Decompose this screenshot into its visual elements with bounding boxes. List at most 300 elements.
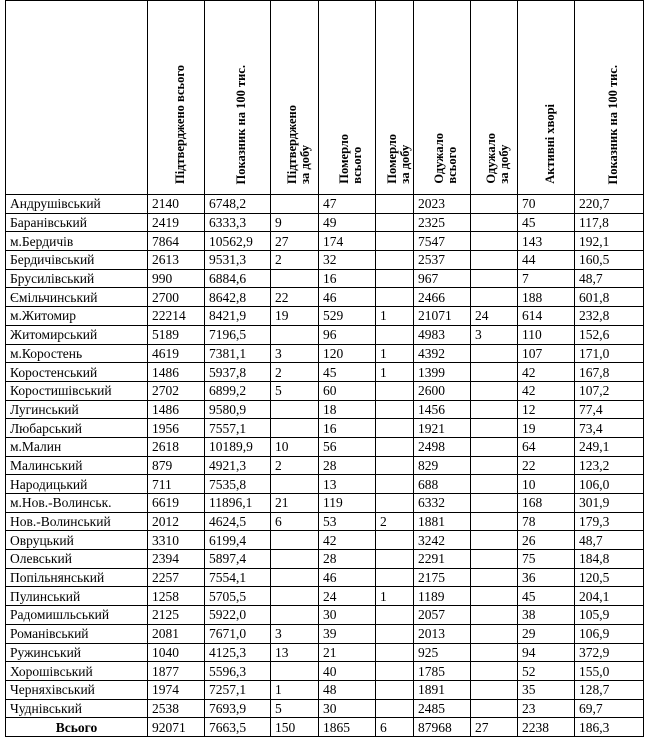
district-name-cell: Радомишльський [6,606,148,625]
column-header-3 [271,1,319,195]
value-cell: 10562,9 [205,232,271,251]
district-name-cell: Брусилівський [6,269,148,288]
value-cell: 7196,5 [205,325,271,344]
value-cell: 7671,0 [205,624,271,643]
value-cell: 22214 [148,307,205,326]
value-cell: 2081 [148,624,205,643]
value-cell [376,662,414,681]
table-body [6,195,644,737]
value-cell: 110 [518,325,575,344]
district-name-cell: м.Житомир [6,307,148,326]
table-row [6,307,644,326]
district-name-cell: Любарський [6,419,148,438]
table-row [6,419,644,438]
value-cell: 249,1 [575,437,644,456]
value-cell: 22 [271,288,319,307]
value-cell: 2023 [414,195,471,214]
value-cell: 2702 [148,381,205,400]
value-cell: 11896,1 [205,494,271,513]
value-cell [271,475,319,494]
value-cell: 8642,8 [205,288,271,307]
value-cell: 56 [319,437,376,456]
value-cell: 21 [319,643,376,662]
value-cell: 30 [319,699,376,718]
value-cell: 120 [319,344,376,363]
value-cell: 60 [319,381,376,400]
value-cell [471,624,518,643]
value-cell: 12 [518,400,575,419]
column-header-2 [205,1,271,195]
column-header-6 [414,1,471,195]
value-cell: 4921,3 [205,456,271,475]
value-cell: 184,8 [575,550,644,569]
value-cell: 4125,3 [205,643,271,662]
value-cell: 10189,9 [205,437,271,456]
table-row [6,195,644,214]
column-header-label: Померло за добу [384,134,412,184]
value-cell [376,400,414,419]
value-cell: 2 [271,363,319,382]
value-cell [471,680,518,699]
value-cell: 1456 [414,400,471,419]
value-cell: 48,7 [575,531,644,550]
value-cell: 10 [271,437,319,456]
district-name-cell: Ємільчинський [6,288,148,307]
column-header-label: Підтверджено за добу [284,105,312,184]
value-cell: 1974 [148,680,205,699]
value-cell: 1258 [148,587,205,606]
column-header-label: Одужало всього [432,133,459,184]
table-row [6,699,644,718]
value-cell: 26 [518,531,575,550]
value-cell: 42 [518,381,575,400]
value-cell [471,344,518,363]
column-header-label: Одужало за добу [484,133,511,184]
value-cell: 1 [376,307,414,326]
table-row [6,606,644,625]
value-cell: 75 [518,550,575,569]
value-cell: 107,2 [575,381,644,400]
value-cell: 2537 [414,251,471,270]
value-cell: 1921 [414,419,471,438]
value-cell [471,269,518,288]
value-cell [376,269,414,288]
value-cell [471,568,518,587]
value-cell: 45 [518,213,575,232]
value-cell: 6199,4 [205,531,271,550]
value-cell: 601,8 [575,288,644,307]
value-cell: 32 [319,251,376,270]
covid-stats-table [5,0,644,737]
value-cell: 2125 [148,606,205,625]
value-cell: 1 [271,680,319,699]
value-cell: 105,9 [575,606,644,625]
value-cell: 8421,9 [205,307,271,326]
value-cell: 1891 [414,680,471,699]
value-cell: 1189 [414,587,471,606]
table-row [6,232,644,251]
value-cell: 2498 [414,437,471,456]
value-cell: 47 [319,195,376,214]
value-cell: 301,9 [575,494,644,513]
value-cell: 6333,3 [205,213,271,232]
value-cell: 78 [518,512,575,531]
value-cell [376,232,414,251]
value-cell: 29 [518,624,575,643]
value-cell: 168 [518,494,575,513]
value-cell: 49 [319,213,376,232]
district-name-cell: Баранівський [6,213,148,232]
value-cell: 2600 [414,381,471,400]
value-cell: 2140 [148,195,205,214]
value-cell: 106,0 [575,475,644,494]
district-name-cell: Олевський [6,550,148,569]
value-cell: 77,4 [575,400,644,419]
value-cell: 28 [319,550,376,569]
value-cell: 4624,5 [205,512,271,531]
value-cell: 106,9 [575,624,644,643]
value-cell: 117,8 [575,213,644,232]
value-cell: 13 [271,643,319,662]
column-header-1 [148,1,205,195]
value-cell [376,419,414,438]
value-cell: 5937,8 [205,363,271,382]
value-cell: 4392 [414,344,471,363]
value-cell: 171,0 [575,344,644,363]
value-cell: 6619 [148,494,205,513]
value-cell: 152,6 [575,325,644,344]
value-cell: 5189 [148,325,205,344]
value-cell: 2013 [414,624,471,643]
value-cell: 7535,8 [205,475,271,494]
value-cell: 27 [471,718,518,737]
district-name-cell: Попільнянський [6,568,148,587]
value-cell: 9 [271,213,319,232]
value-cell: 1865 [319,718,376,737]
table-row [6,325,644,344]
value-cell: 10 [518,475,575,494]
value-cell [471,251,518,270]
value-cell: 45 [518,587,575,606]
value-cell [271,606,319,625]
value-cell: 2394 [148,550,205,569]
value-cell [376,456,414,475]
value-cell: 42 [319,531,376,550]
value-cell [271,662,319,681]
value-cell [376,381,414,400]
value-cell [471,699,518,718]
value-cell [471,456,518,475]
value-cell [471,363,518,382]
value-cell: 70 [518,195,575,214]
value-cell [271,400,319,419]
value-cell: 372,9 [575,643,644,662]
value-cell: 167,8 [575,363,644,382]
column-header-label: Показник на 100 тис. [234,64,248,184]
value-cell [376,475,414,494]
value-cell: 204,1 [575,587,644,606]
column-header-8 [518,1,575,195]
district-name-cell: м.Нов.-Волинськ. [6,494,148,513]
value-cell: 990 [148,269,205,288]
value-cell: 16 [319,419,376,438]
table-row [6,512,644,531]
table-row [6,213,644,232]
value-cell: 4983 [414,325,471,344]
district-name-cell: Нов.-Волинський [6,512,148,531]
column-header-0 [6,1,148,195]
value-cell: 2419 [148,213,205,232]
column-header-9 [575,1,644,195]
value-cell: 688 [414,475,471,494]
value-cell [376,195,414,214]
value-cell: 39 [319,624,376,643]
value-cell: 232,8 [575,307,644,326]
value-cell: 1486 [148,363,205,382]
value-cell: 94 [518,643,575,662]
value-cell [376,680,414,699]
value-cell: 27 [271,232,319,251]
value-cell: 38 [518,606,575,625]
value-cell: 2 [376,512,414,531]
value-cell: 2012 [148,512,205,531]
value-cell: 23 [518,699,575,718]
value-cell: 179,3 [575,512,644,531]
value-cell [471,400,518,419]
district-name-cell: Всього [6,718,148,737]
value-cell: 46 [319,288,376,307]
value-cell: 7663,5 [205,718,271,737]
value-cell: 2700 [148,288,205,307]
value-cell [271,550,319,569]
value-cell: 21071 [414,307,471,326]
value-cell: 92071 [148,718,205,737]
value-cell [376,437,414,456]
value-cell: 2057 [414,606,471,625]
value-cell: 3 [271,624,319,643]
value-cell: 21 [271,494,319,513]
value-cell: 2257 [148,568,205,587]
value-cell: 1956 [148,419,205,438]
value-cell: 24 [319,587,376,606]
value-cell: 19 [271,307,319,326]
value-cell [471,195,518,214]
table-row [6,437,644,456]
value-cell: 7257,1 [205,680,271,699]
district-name-cell: Хорошівський [6,662,148,681]
value-cell: 7693,9 [205,699,271,718]
value-cell: 7547 [414,232,471,251]
table-row [6,344,644,363]
value-cell: 7381,1 [205,344,271,363]
table-row [6,550,644,569]
value-cell [271,587,319,606]
total-row [6,718,644,737]
value-cell [471,662,518,681]
table-header-row [6,1,644,195]
value-cell: 2 [271,251,319,270]
value-cell: 186,3 [575,718,644,737]
value-cell: 925 [414,643,471,662]
district-name-cell: Народицький [6,475,148,494]
value-cell: 9531,3 [205,251,271,270]
value-cell: 2325 [414,213,471,232]
value-cell: 5922,0 [205,606,271,625]
value-cell [471,381,518,400]
value-cell: 46 [319,568,376,587]
column-header-label: Активні хворі [542,104,557,184]
value-cell: 16 [319,269,376,288]
value-cell: 143 [518,232,575,251]
value-cell [376,325,414,344]
value-cell: 192,1 [575,232,644,251]
district-name-cell: Коростишівський [6,381,148,400]
value-cell: 1040 [148,643,205,662]
value-cell: 2238 [518,718,575,737]
value-cell [376,213,414,232]
value-cell: 48 [319,680,376,699]
district-name-cell: Романівський [6,624,148,643]
district-name-cell: м.Бердичів [6,232,148,251]
value-cell: 2538 [148,699,205,718]
value-cell: 1877 [148,662,205,681]
value-cell [471,232,518,251]
value-cell [376,624,414,643]
table-row [6,381,644,400]
value-cell [471,512,518,531]
value-cell: 107 [518,344,575,363]
value-cell: 120,5 [575,568,644,587]
district-name-cell: Коростенський [6,363,148,382]
value-cell [376,531,414,550]
value-cell: 24 [471,307,518,326]
value-cell: 42 [518,363,575,382]
value-cell: 220,7 [575,195,644,214]
value-cell: 119 [319,494,376,513]
district-name-cell: Черняхівський [6,680,148,699]
value-cell [471,475,518,494]
value-cell [471,437,518,456]
value-cell: 174 [319,232,376,251]
value-cell: 87968 [414,718,471,737]
district-name-cell: Лугинський [6,400,148,419]
value-cell: 6 [271,512,319,531]
value-cell: 18 [319,400,376,419]
value-cell: 7554,1 [205,568,271,587]
value-cell [271,531,319,550]
column-header-label: Показник на 100 тис. [605,64,620,184]
value-cell [271,568,319,587]
value-cell: 155,0 [575,662,644,681]
value-cell: 2466 [414,288,471,307]
value-cell: 1486 [148,400,205,419]
value-cell: 19 [518,419,575,438]
value-cell [376,251,414,270]
value-cell [271,269,319,288]
table-row [6,363,644,382]
value-cell: 150 [271,718,319,737]
value-cell: 1399 [414,363,471,382]
value-cell: 40 [319,662,376,681]
value-cell [376,288,414,307]
district-name-cell: Овруцький [6,531,148,550]
district-name-cell: Житомирський [6,325,148,344]
value-cell: 9580,9 [205,400,271,419]
district-name-cell: Бердичівський [6,251,148,270]
value-cell [471,494,518,513]
value-cell [376,643,414,662]
table-row [6,269,644,288]
district-name-cell: Пулинський [6,587,148,606]
value-cell: 22 [518,456,575,475]
value-cell: 48,7 [575,269,644,288]
value-cell [471,587,518,606]
value-cell: 30 [319,606,376,625]
value-cell: 2 [271,456,319,475]
value-cell: 96 [319,325,376,344]
value-cell: 829 [414,456,471,475]
value-cell [376,699,414,718]
table-row [6,531,644,550]
column-header-7 [471,1,518,195]
value-cell [471,606,518,625]
value-cell [376,606,414,625]
value-cell: 5596,3 [205,662,271,681]
value-cell: 13 [319,475,376,494]
table-row [6,624,644,643]
column-header-5 [376,1,414,195]
value-cell: 69,7 [575,699,644,718]
value-cell: 5 [271,699,319,718]
value-cell: 28 [319,456,376,475]
table-row [6,400,644,419]
value-cell: 3310 [148,531,205,550]
value-cell: 6332 [414,494,471,513]
value-cell [471,213,518,232]
district-name-cell: Малинський [6,456,148,475]
value-cell: 123,2 [575,456,644,475]
value-cell: 35 [518,680,575,699]
value-cell: 188 [518,288,575,307]
value-cell: 5705,5 [205,587,271,606]
value-cell: 2485 [414,699,471,718]
value-cell [376,550,414,569]
table-row [6,568,644,587]
value-cell: 2613 [148,251,205,270]
value-cell: 711 [148,475,205,494]
value-cell: 529 [319,307,376,326]
value-cell: 73,4 [575,419,644,438]
value-cell: 64 [518,437,575,456]
district-name-cell: Чуднівський [6,699,148,718]
table-row [6,456,644,475]
value-cell: 2618 [148,437,205,456]
value-cell: 44 [518,251,575,270]
value-cell: 7 [518,269,575,288]
value-cell [471,531,518,550]
value-cell: 1 [376,344,414,363]
value-cell [471,643,518,662]
value-cell: 45 [319,363,376,382]
column-header-label: Померло всього [337,134,364,184]
district-name-cell: Ружинський [6,643,148,662]
value-cell [471,550,518,569]
value-cell: 6 [376,718,414,737]
table-row [6,475,644,494]
value-cell [376,568,414,587]
value-cell [271,419,319,438]
value-cell: 52 [518,662,575,681]
